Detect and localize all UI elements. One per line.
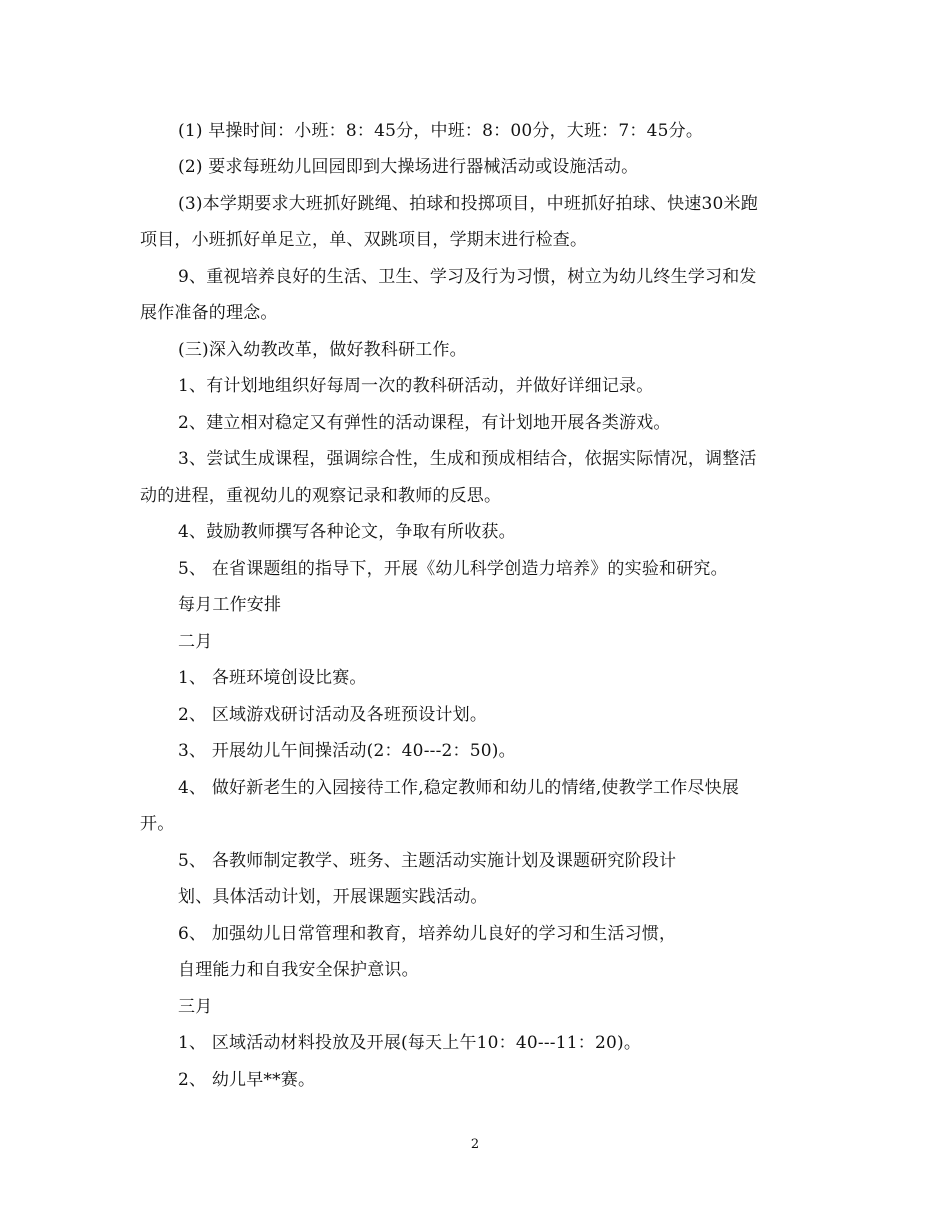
text-line-21: 5、 各教师制定教学、班务、主题活动实施计划及课题研究阶段计 [178, 851, 677, 871]
text-line-5: 9、重视培养良好的生活、卫生、学习及行为习惯，树立为幼儿终生学习和发 [178, 267, 757, 287]
text-line-12: 4、鼓励教师撰写各种论文，争取有所收获。 [178, 522, 516, 542]
text-line-1: (1) 早操时间：小班：8：45分，中班：8：00分，大班：7：45分。 [178, 121, 704, 141]
text-line-2: (2) 要求每班幼儿回园即到大操场进行器械活动或设施活动。 [178, 157, 639, 177]
text-line-24: 自理能力和自我安全保护意识。 [178, 960, 419, 980]
text-line-9: 2、建立相对稳定又有弹性的活动课程，有计划地开展各类游戏。 [178, 413, 671, 433]
text-line-10: 3、尝试生成课程，强调综合性，生成和预成相结合，依据实际情况，调整活 [178, 449, 757, 469]
text-line-20: 开。 [140, 814, 175, 834]
text-line-15: 二月 [178, 632, 213, 652]
text-line-4: 项目，小班抓好单足立，单、双跳项目，学期末进行检查。 [140, 230, 588, 250]
text-line-18: 3、 开展幼儿午间操活动(2：40---2：50)。 [178, 741, 516, 761]
text-line-23: 6、 加强幼儿日常管理和教育，培养幼儿良好的学习和生活习惯， [178, 924, 677, 944]
text-line-25: 三月 [178, 997, 213, 1017]
text-line-11: 动的进程，重视幼儿的观察记录和教师的反思。 [140, 486, 502, 506]
text-line-8: 1、有计划地组织好每周一次的教科研活动，并做好详细记录。 [178, 376, 654, 396]
text-line-6: 展作准备的理念。 [140, 303, 278, 323]
text-line-22: 划、具体活动计划，开展课题实践活动。 [178, 887, 488, 907]
text-line-26: 1、 区域活动材料投放及开展(每天上午10：40---11：20)。 [178, 1033, 642, 1053]
text-line-13: 5、 在省课题组的指导下，开展《幼儿科学创造力培养》的实验和研究。 [178, 559, 728, 579]
text-line-7: (三)深入幼教改革，做好教科研工作。 [178, 340, 467, 360]
text-line-3: (3)本学期要求大班抓好跳绳、拍球和投掷项目，中班抓好拍球、快速30米跑 [178, 194, 758, 214]
text-line-17: 2、 区域游戏研讨活动及各班预设计划。 [178, 705, 488, 725]
text-line-19: 4、 做好新老生的入园接待工作,稳定教师和幼儿的情绪,使教学工作尽快展 [178, 778, 740, 798]
text-line-16: 1、 各班环境创设比赛。 [178, 668, 367, 688]
text-line-27: 2、 幼儿早**赛。 [178, 1070, 316, 1090]
text-line-14: 每月工作安排 [178, 595, 282, 615]
page-number: 2 [470, 1137, 480, 1152]
